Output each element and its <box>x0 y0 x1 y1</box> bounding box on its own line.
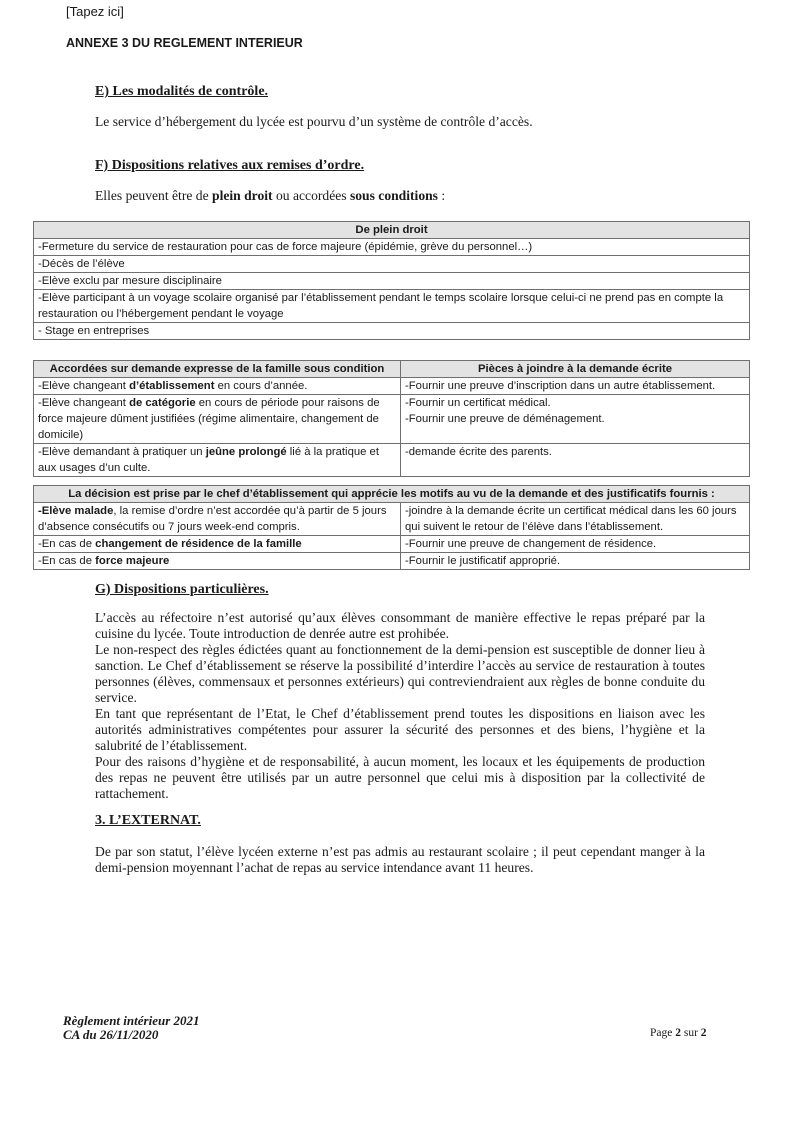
page-label: Page <box>650 1027 676 1039</box>
table-row: -Fermeture du service de restauration pour cas de force majeure (épidémie, grève du personnel…) <box>34 239 750 256</box>
condition-cell <box>34 378 401 395</box>
page-label: sur <box>680 1027 701 1039</box>
table-decision <box>33 485 750 570</box>
cell-text: en cours d’année. <box>214 380 308 392</box>
documents-cell: -joindre à la demande écrite un certificat médical dans les 60 jours qui suivent le retour de l’élève dans l’établissement. <box>401 503 750 536</box>
footer-date: CA du 26/11/2020 <box>63 1027 159 1042</box>
paragraph: Le non-respect des règles édictées quant au fonctionnement de la demi-pension est susceptible de donner lieu à sanction. Le Chef d’établissement se réserve la possibilité d’interdire l’accès au service de restauration à toutes personnes (élèves, commensaux et personnes extérieurs) qui contreviendraient aux règles de bonne conduite du service. <box>95 642 705 705</box>
table-header: Accordées sur demande expresse de la famille sous condition <box>34 361 401 378</box>
cell-line: -demande écrite des parents. <box>405 446 552 458</box>
section-e-heading: E) Les modalités de contrôle. <box>95 84 269 99</box>
cell-text: , la remise d’ordre n’est accordée qu’à partir de 5 jours d’absence consécutifs ou 7 jours week-end compris. <box>38 505 387 533</box>
case-cell <box>34 536 401 553</box>
case-cell <box>34 503 401 536</box>
section-3-heading: 3. L’EXTERNAT. <box>95 813 201 828</box>
cell-text: -Elève changeant <box>38 397 130 409</box>
documents-cell <box>401 378 750 395</box>
footer-left <box>63 1014 200 1042</box>
table-row <box>34 395 750 444</box>
section-f-heading: F) Dispositions relatives aux remises d’ordre. <box>95 158 365 173</box>
documents-cell: -Fournir le justificatif approprié. <box>401 553 750 570</box>
intro-text: Elles peuvent être de <box>95 188 213 203</box>
page-total: 2 <box>700 1027 707 1039</box>
case-cell <box>34 553 401 570</box>
table-row <box>34 444 750 477</box>
table-row: -Décès de l’élève <box>34 256 750 273</box>
table-row <box>34 553 750 570</box>
table-row: - Stage en entreprises <box>34 323 750 340</box>
cell-text: en cours de période pour raisons de force majeure dûment justifiées (régime alimentaire, changement de domicile) <box>38 397 380 441</box>
section-f-intro <box>95 188 705 204</box>
table-row: -Elève exclu par mesure disciplinaire <box>34 273 750 290</box>
cell-line: -Fournir un certificat médical. <box>405 397 551 409</box>
table-plein-droit <box>33 221 750 340</box>
table-row: -Elève participant à un voyage scolaire organisé par l’établissement pendant le temps scolaire lorsque celui-ci ne prend pas en compte la restauration ou l’hébergement pendant le voyage <box>34 290 750 323</box>
table-row <box>34 378 750 395</box>
cell-bold-text: jeûne prolongé <box>205 446 287 458</box>
cell-bold-text: de catégorie <box>129 397 196 409</box>
cell-text: -En cas de <box>38 555 96 567</box>
cell-text: -En cas de <box>38 538 96 550</box>
paragraph: Pour des raisons d’hygiène et de responsabilité, à aucun moment, les locaux et les équipements de production des repas ne peuvent être utilisés par un autre personnel que celui mis à disposition par la collectivité de rattachement. <box>95 754 705 801</box>
cell-text: -Elève changeant <box>38 380 130 392</box>
table-header: De plein droit <box>34 222 750 239</box>
cell-bold-text: force majeure <box>95 555 170 567</box>
section-g-heading: G) Dispositions particulières. <box>95 582 269 597</box>
cell-bold-text: changement de résidence de la famille <box>95 538 302 550</box>
page-current: 2 <box>675 1027 681 1039</box>
paragraph: En tant que représentant de l’Etat, le Chef d’établissement prend toutes les dispositions en liaison avec les autorités administratives compétentes pour assurer la sécurité des personnes et des biens, l’hygiène et la salubrité de l’établissement. <box>95 706 705 753</box>
table-header: Pièces à joindre à la demande écrite <box>401 361 750 378</box>
table-header: La décision est prise par le chef d’établissement qui apprécie les motifs au vu de la demande et des justificatifs fournis : <box>34 486 750 503</box>
cell-bold-text: -Elève malade <box>38 505 114 517</box>
documents-cell <box>401 395 750 444</box>
table-row <box>34 536 750 553</box>
cell-line: -Fournir une preuve d’inscription dans un autre établissement. <box>405 380 716 392</box>
section-g-body <box>95 610 705 802</box>
footer-title: Règlement intérieur 2021 <box>63 1013 200 1028</box>
cell-bold-text: d’établissement <box>129 380 215 392</box>
documents-cell: -Fournir une preuve de changement de résidence. <box>401 536 750 553</box>
cell-text: -Elève demandant à pratiquer un <box>38 446 206 458</box>
annex-title: ANNEXE 3 DU REGLEMENT INTERIEUR <box>66 36 303 50</box>
intro-text: ou accordées <box>272 188 350 203</box>
header-placeholder: [Tapez ici] <box>66 4 124 19</box>
documents-cell <box>401 444 750 477</box>
intro-bold-plein-droit: plein droit <box>212 188 273 203</box>
section-3-text: De par son statut, l’élève lycéen externe n’est pas admis au restaurant scolaire ; il peut cependant manger à la demi-pension moyennant l’achat de repas au service intendance avant 11 heures. <box>95 844 705 875</box>
page-number <box>650 1027 707 1039</box>
table-sous-condition <box>33 360 750 477</box>
table-row <box>34 503 750 536</box>
condition-cell <box>34 395 401 444</box>
paragraph: L’accès au réfectoire n’est autorisé qu’aux élèves consommant de manière effective le repas préparé par la cuisine du lycée. Toute introduction de denrée autre est prohibée. <box>95 610 705 641</box>
intro-bold-sous-conditions: sous conditions <box>349 188 438 203</box>
section-e-text: Le service d’hébergement du lycée est pourvu d’un système de contrôle d’accès. <box>95 114 533 129</box>
intro-text: : <box>437 188 446 203</box>
cell-text: lié à la pratique et aux usages d’un culte. <box>38 446 379 474</box>
cell-line: -Fournir une preuve de déménagement. <box>405 413 605 425</box>
condition-cell <box>34 444 401 477</box>
